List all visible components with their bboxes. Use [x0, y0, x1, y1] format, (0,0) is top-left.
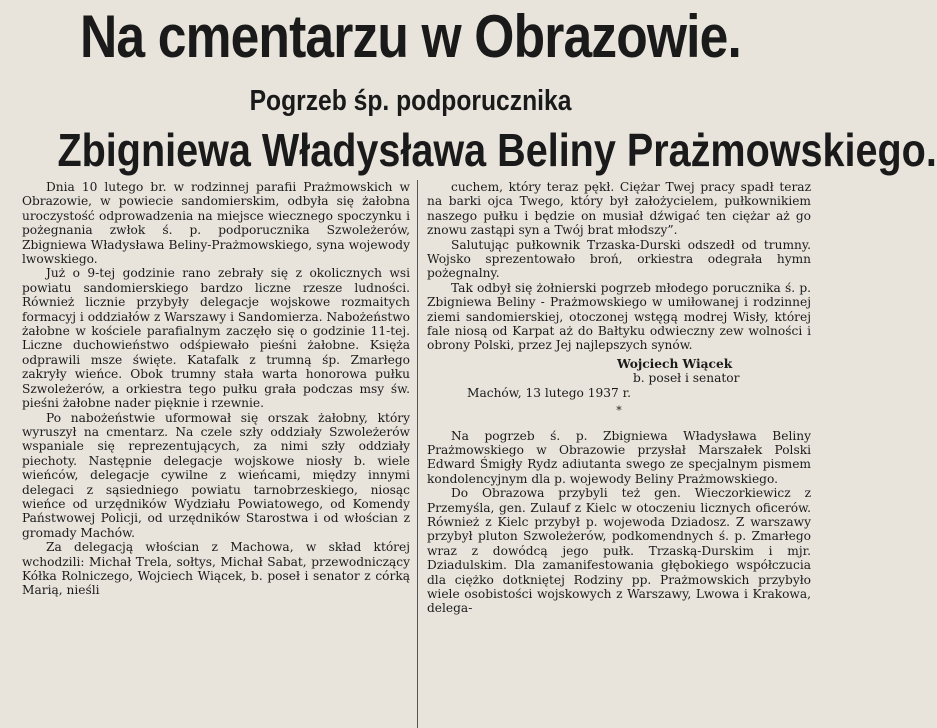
paragraph: Za delegacją włościan z Machowa, w skład której wchodzili: Michał Trela, sołtys, Michał Sabat, przewodniczący Kółka Rolniczego, Wojciech Wiącek, b. poseł i senator z córką Marią, nieśli	[22, 540, 410, 598]
paragraph: Salutując pułkownik Trzaska-Durski odszedł od trumny. Wojsko sprezentowało broń, orkiestra odegrała hymn pożegnalny.	[427, 237, 811, 281]
left-column	[22, 180, 410, 598]
paragraph: Po nabożeństwie uformował się orszak żałobny, który wyruszył na cmentarz. Na czele szły oddziały Szwoleżerów wspaniale się reprezentujących, za nimi szły oddziały piechoty. Następnie delegacje wojskowe niosły b. wiele wieńców, delegacje cywilne z wieńcami, między innymi delegaci z sąsiedniego powiatu tarnobrzeskiego, niosąc wieńce od urzędników Wydziału Powiatowego, od Komendy Państwowej Policji, od urzędników Starostwa i od włościan z gromady Machów.	[22, 410, 410, 540]
paragraph: Na pogrzeb ś. p. Zbigniewa Władysława Beliny Prażmowskiego w Obrazowie przysłał Marszałek Polski Edward Śmigły Rydz adiutanta swego ze specjalnym pismem kondolencyjnym dla p. wojewody Beliny Prażmowskiego.	[427, 428, 811, 486]
paragraph: Już o 9-tej godzinie rano zebrały się z okolicznych wsi powiatu sandomierskiego bardzo liczne rzesze ludności. Również licznie przybyły delegacje wojskowe rozmaitych formacyj i oddziałów z Warszawy i Sandomierza. Nabożeństwo żałobne w kościele parafialnym zaczęło się o godzinie 11-tej. Liczne duchowieństwo odśpiewało pieśni żałobne. Księża odprawili msze święte. Katafalk z trumną śp. Zmarłego zakryły wieńce. Obok trumny stała warta honorowa pułku Szwoleżerów, a orkiestra tego pułku grała podczas msy św. pieśni żałobne nader pięknie i rzewnie.	[22, 266, 410, 411]
paragraph: Tak odbył się żołnierski pogrzeb młodego porucznika ś. p. Zbigniewa Beliny - Prażmowskiego w umiłowanej i rodzinnej ziemi sandomierskiej, otoczonej wstęgą modrej Wisły, której fale niosą od Karpat aż do Bałtyku odwieczny zew wolności i obrony Polski, przez Jej najlepszych synów.	[427, 280, 811, 353]
signature-name: Wojciech Wiącek	[617, 356, 733, 371]
signature-title: b. poseł i senator	[633, 371, 740, 386]
subheadline-funeral: Pogrzeb śp. podporucznika	[249, 85, 572, 117]
subheadline-name: Zbigniewa Władysława Beliny Prażmowskiego.	[57, 124, 937, 176]
section-separator: *	[616, 404, 622, 418]
right-column	[427, 180, 811, 616]
paragraph: Do Obrazowa przybyli też gen. Wieczorkiewicz z Przemyśla, gen. Zulauf z Kielc w otoczeniu licznych oficerów. Również z Kielc przybył p. wojewoda Dziadosz. Z warszawy przybył pluton Szwoleżerów, podkomendnych ś. p. Zmarłego wraz z dowódcą jego pułk. Trzaską-Durskim i mjr. Dziadulskim. Dla zamanifestowania głębokiego współczucia dla ciężko dotkniętej Rodziny pp. Prażmowskich przybyło wiele osobistości wojskowych z Warszawy, Lwowa i Krakowa, delega-	[427, 486, 811, 616]
paragraph: cuchem, który teraz pękł. Ciężar Twej pracy spadł teraz na barki ojca Twego, który był założycielem, pułkownikiem naszego pułku i będzie on musiał dźwigać ten ciężar aż go znowu zastąpi syn a Twój brat młodszy”.	[427, 180, 811, 238]
paragraph: Dnia 10 lutego br. w rodzinnej parafii Prażmowskich w Obrazowie, w powiecie sandomierskim, odbyła się żałobna uroczystość odprowadzenia na miejsce wiecznego spoczynku i pożegnania zwłok ś. p. podporucznika Szwoleżerów, Zbigniewa Władysława Beliny-Prażmowskiego, syna wojewody lwowskiego.	[22, 180, 410, 267]
signature-place-date: Machów, 13 lutego 1937 r.	[467, 385, 631, 400]
column-divider	[417, 180, 418, 728]
headline: Na cmentarzu w Obrazowie.	[80, 3, 741, 70]
